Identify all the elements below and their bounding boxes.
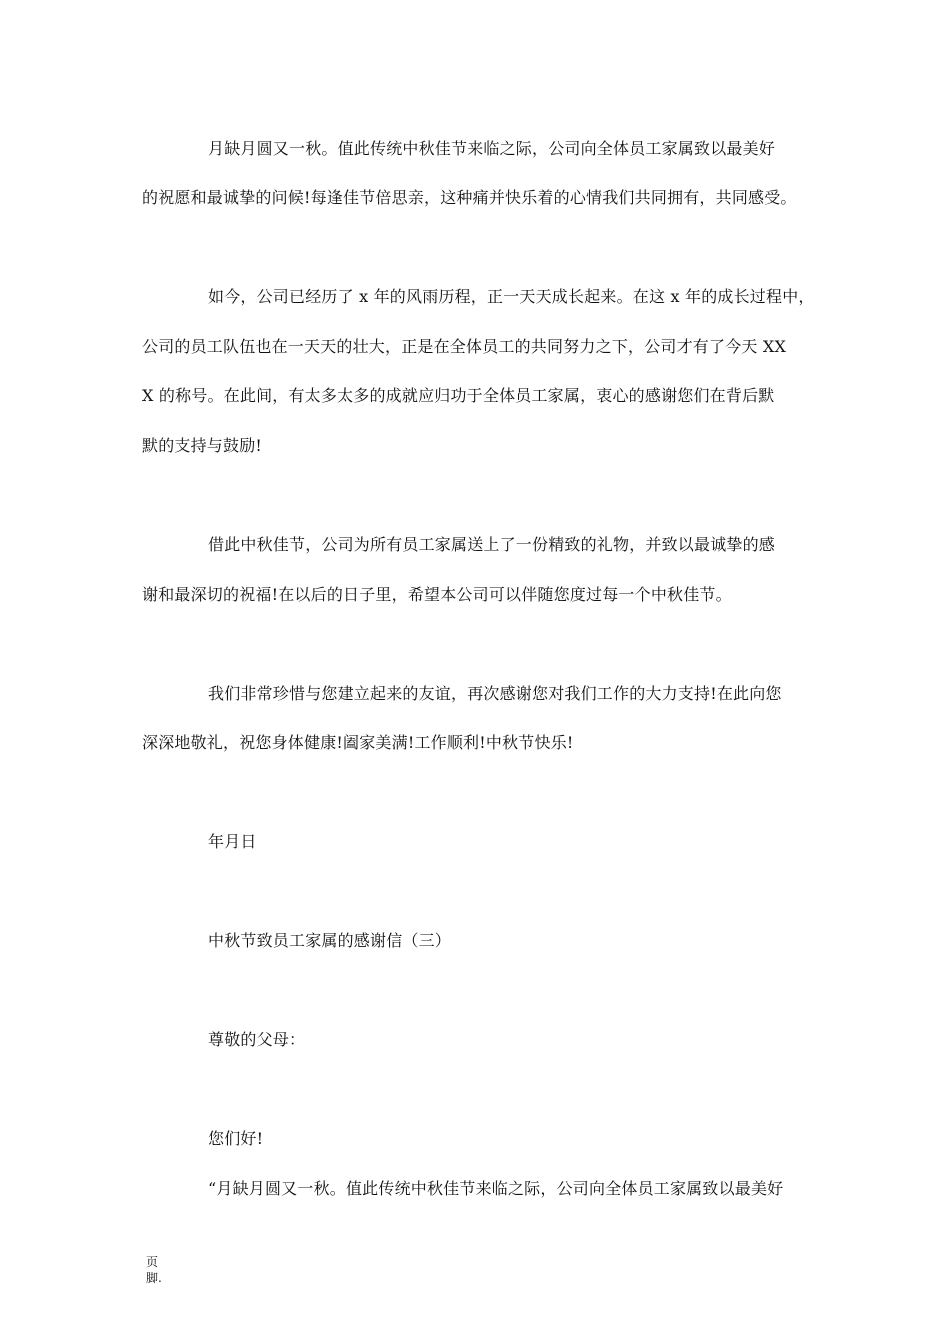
- paragraph-4-line-1: 我们非常珍惜与您建立起来的友谊，再次感谢您对我们工作的大力支持!在此向您: [208, 684, 782, 703]
- paragraph-2-line-2: 公司的员工队伍也在一天天的壮大，正是在全体员工的共同努力之下，公司才有了今天 XX: [142, 337, 787, 356]
- paragraph-2-line-4: 默的支持与鼓励!: [142, 436, 263, 455]
- paragraph-3-line-1: 借此中秋佳节，公司为所有员工家属送上了一份精致的礼物，并致以最诚挚的感: [208, 535, 776, 554]
- salutation: 尊敬的父母：: [208, 1030, 306, 1049]
- footer-line-1: 页: [146, 1255, 159, 1269]
- paragraph-4-line-2: 深深地敬礼，祝您身体健康!阖家美满!工作顺利!中秋节快乐!: [142, 733, 574, 752]
- letter-title: 中秋节致员工家属的感谢信（三）: [208, 931, 452, 950]
- paragraph-1-line-1: 月缺月圆又一秋。值此传统中秋佳节来临之际，公司向全体员工家属致以最美好: [208, 139, 776, 158]
- paragraph-1-line-2: 的祝愿和最诚挚的问候!每逢佳节倍思亲，这种痛并快乐着的心情我们共同拥有，共同感受。: [142, 188, 797, 207]
- page-footer: [146, 1254, 176, 1286]
- quote-start-line: “月缺月圆又一秋。值此传统中秋佳节来临之际，公司向全体员工家属致以最美好: [208, 1179, 784, 1198]
- paragraph-2-line-3: X 的称号。在此间，有太多太多的成就应归功于全体员工家属，衷心的感谢您们在背后默: [142, 386, 775, 405]
- footer-line-2: 脚.: [146, 1271, 162, 1285]
- paragraph-2-line-1: 如今，公司已经历了 x 年的风雨历程，正一天天成长起来。在这 x 年的成长过程中，: [208, 287, 815, 306]
- greeting: 您们好!: [208, 1129, 264, 1148]
- paragraph-3-line-2: 谢和最深切的祝福!在以后的日子里，希望本公司可以伴随您度过每一个中秋佳节。: [142, 585, 732, 604]
- date-line: 年月日: [208, 832, 257, 851]
